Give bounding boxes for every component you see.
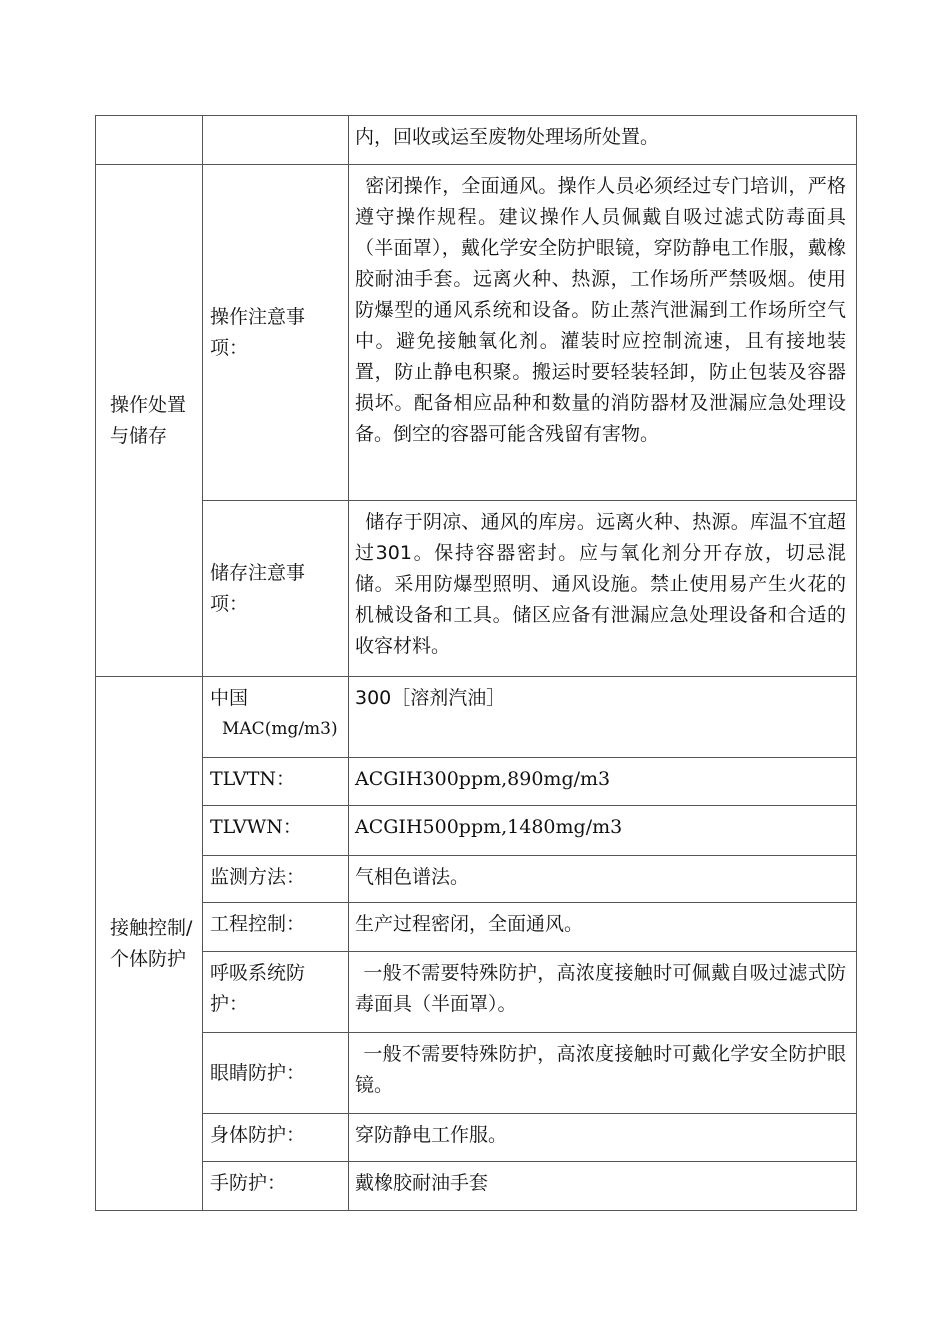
tlvwn-label: TLVWN： xyxy=(203,806,349,856)
category-storage: 操作处置与储存 xyxy=(96,165,203,677)
body-value: 穿防静电工作服。 xyxy=(349,1114,857,1162)
table-row xyxy=(96,116,857,165)
table-row xyxy=(96,165,857,501)
engineering-value: 生产过程密闭，全面通风。 xyxy=(349,903,857,952)
table-row xyxy=(96,806,857,856)
msds-table xyxy=(95,115,857,1211)
operation-label: 操作注意事项： xyxy=(203,165,349,501)
china-unit: MAC(mg/m3) xyxy=(222,719,338,739)
hand-label: 手防护： xyxy=(203,1162,349,1211)
disposal-tail-text: 内，回收或运至废物处理场所处置。 xyxy=(349,116,857,165)
engineering-label: 工程控制： xyxy=(203,903,349,952)
operation-text: 密闭操作，全面通风。操作人员必须经过专门培训，严格遵守操作规程。建议操作人员佩戴自吸过滤式防毒面具（半面罩），戴化学安全防护眼镜，穿防静电工作服，戴橡胶耐油手套。远离火种、热源，工作场所严禁吸烟。使用防爆型的通风系统和设备。防止蒸汽泄漏到工作场所空气中。避免接触氧化剂。灌装时应控制流速，且有接地装置，防止静电积聚。搬运时要轻装轻卸，防止包装及容器损坏。配备相应品种和数量的消防器材及泄漏应急处理设备。倒空的容器可能含残留有害物。 xyxy=(349,165,857,501)
table-row xyxy=(96,903,857,952)
respiratory-label: 呼吸系统防护： xyxy=(203,952,349,1033)
empty-cell xyxy=(203,116,349,165)
category-protection: 接触控制/个体防护 xyxy=(96,677,203,1211)
china-label: 中国 xyxy=(210,687,249,709)
table-row xyxy=(96,677,857,758)
monitor-label: 监测方法： xyxy=(203,856,349,903)
table-row xyxy=(96,1033,857,1114)
china-mac-label xyxy=(203,677,349,758)
monitor-value: 气相色谱法。 xyxy=(349,856,857,903)
tlvtn-value: ACGIH300ppm,890mg/m3 xyxy=(349,758,857,806)
tlvtn-label: TLVTN： xyxy=(203,758,349,806)
respiratory-value: 一般不需要特殊防护，高浓度接触时可佩戴自吸过滤式防毒面具（半面罩）。 xyxy=(349,952,857,1033)
empty-cell xyxy=(96,116,203,165)
eye-value: 一般不需要特殊防护，高浓度接触时可戴化学安全防护眼镜。 xyxy=(349,1033,857,1114)
storage-label: 储存注意事项： xyxy=(203,501,349,677)
table-row xyxy=(96,1162,857,1211)
eye-label: 眼睛防护： xyxy=(203,1033,349,1114)
china-value: 300［溶剂汽油］ xyxy=(349,677,857,758)
table-row xyxy=(96,856,857,903)
storage-text: 储存于阴凉、通风的库房。远离火种、热源。库温不宜超过301。保持容器密封。应与氧化剂分开存放，切忌混储。采用防爆型照明、通风设施。禁止使用易产生火花的机械设备和工具。储区应备有泄漏应急处理设备和合适的收容材料。 xyxy=(349,501,857,677)
table-row xyxy=(96,1114,857,1162)
hand-value: 戴橡胶耐油手套 xyxy=(349,1162,857,1211)
table-row xyxy=(96,758,857,806)
body-label: 身体防护： xyxy=(203,1114,349,1162)
table-row xyxy=(96,952,857,1033)
tlvwn-value: ACGIH500ppm,1480mg/m3 xyxy=(349,806,857,856)
table-row xyxy=(96,501,857,677)
